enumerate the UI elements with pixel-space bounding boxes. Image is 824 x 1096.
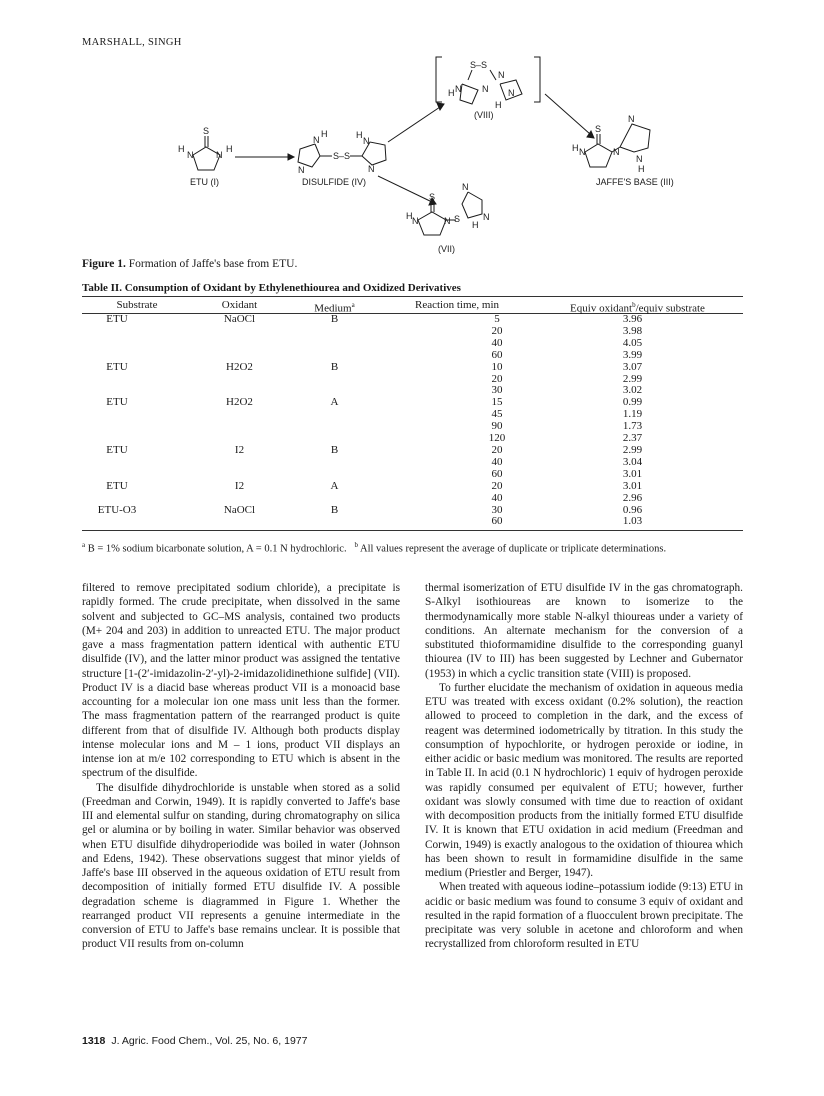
table-row <box>82 516 743 528</box>
table-row <box>82 433 743 445</box>
cell-oxidant <box>192 493 287 505</box>
svg-text:N: N <box>498 70 505 80</box>
paragraph: When treated with aqueous iodine–potassium iodide (9:13) ETU in acidic or basic medium was found to consume 3 equiv of oxidant and resulted in the rapid formation of a fluocculent brown precipitate. The precipitate was very soluble in acetone and chloroform and when recrystallized from chloroform resulted in ETU <box>425 881 743 951</box>
arrow-disulfide-to-viii <box>388 107 440 142</box>
cell-oxidant <box>192 421 287 433</box>
header-equiv: Equiv oxidant$^b$/equiv substrate <box>570 301 705 315</box>
cell-substrate <box>82 421 192 433</box>
arrow-disulfide-to-vii <box>378 176 432 202</box>
svg-text:S–S: S–S <box>333 151 351 161</box>
cell-medium <box>287 457 382 469</box>
svg-text:N: N <box>412 216 419 226</box>
table-row <box>82 338 743 350</box>
cell-reaction-time: 90 <box>491 420 503 433</box>
cell-oxidant <box>192 409 287 421</box>
journal-footer <box>82 1035 307 1047</box>
svg-text:N: N <box>508 88 515 98</box>
header-substrate: Substrate <box>116 299 158 311</box>
cell-medium <box>287 516 382 528</box>
cell-reaction-time: 20 <box>491 324 503 337</box>
svg-text:N: N <box>187 150 194 160</box>
svg-text:N: N <box>613 147 620 157</box>
cell-equiv: 3.01 <box>622 479 643 492</box>
cell-equiv: 2.99 <box>622 443 643 456</box>
cell-equiv: 1.73 <box>622 420 643 433</box>
svg-text:S: S <box>203 126 210 136</box>
cell-oxidant <box>192 469 287 481</box>
cell-equiv: 2.96 <box>622 491 643 504</box>
cell-oxidant <box>192 516 287 528</box>
body-column-right <box>425 581 743 952</box>
cell-oxidant: NaOCl <box>223 503 256 516</box>
cell-reaction-time: 120 <box>488 432 506 445</box>
svg-text:N: N <box>313 135 320 145</box>
svg-text:N: N <box>483 212 490 222</box>
cell-substrate <box>82 350 192 362</box>
table-row <box>82 481 743 493</box>
svg-text:H: H <box>638 164 645 174</box>
cell-equiv: 1.19 <box>622 408 643 421</box>
svg-text:S: S <box>429 192 436 202</box>
svg-text:S: S <box>454 214 461 224</box>
svg-text:H: H <box>226 144 233 154</box>
footnote-b: All values represent the average of duplicate or triplicate determinations. <box>360 543 667 555</box>
header-reaction-time: Reaction time, min <box>414 299 499 311</box>
figure-caption <box>82 258 297 270</box>
cell-reaction-time: 40 <box>491 491 503 504</box>
cell-medium: A <box>330 396 339 409</box>
cell-oxidant <box>192 338 287 350</box>
cell-oxidant: NaOCl <box>223 313 256 325</box>
label-etu: ETU (I) <box>190 177 219 187</box>
svg-text:N: N <box>368 164 375 174</box>
svg-text:N: N <box>363 136 370 146</box>
cell-equiv: 4.05 <box>622 336 643 349</box>
label-viii: (VIII) <box>474 110 494 120</box>
journal-citation: J. Agric. Food Chem., Vol. 25, No. 6, 1977 <box>111 1035 308 1047</box>
cell-substrate <box>82 433 192 445</box>
table-row <box>82 326 743 338</box>
cell-equiv: 3.07 <box>622 360 643 373</box>
svg-text:N: N <box>444 216 451 226</box>
paragraph: To further elucidate the mechanism of oxidation in aqueous media ETU was treated with excess oxidant (0.2% solution), the reaction allowed to proceed to completion in the dark, and the excess of reagent was determined iodometrically by titration. In this study the consumption of hypochlorite, or hydrogen peroxide or iodine, in either acidic or basic medium was monitored. The results are reported in Table II. In acid (0.1 N hydrochloric) 1 equiv of hydrogen peroxide was rapidly consumed per equivalent of ETU; however, further oxidant was slowly consumed with time due to reaction of oxidant with decomposition products from the initially formed ETU disulfide IV. It is known that ETU oxidation in acid medium (Freedman and Corwin, 1949) is exactly analogous to the oxidation of thiourea which has been shown to result in formamidine disulfide in the same medium (Priestler and Berger, 1947). <box>425 681 743 879</box>
cell-equiv: 3.98 <box>622 324 643 337</box>
cell-substrate: ETU <box>106 396 128 409</box>
table-row <box>82 374 743 386</box>
cell-equiv: 3.01 <box>622 467 643 480</box>
cell-equiv: 3.04 <box>622 455 643 468</box>
table-footnotes: $^a$ B = 1% sodium bicarbonate solution, A = 0.1 N hydrochloric. $^b$ All values represent the average of duplicate or triplicate determinations. <box>82 541 667 555</box>
cell-equiv: 3.96 <box>622 313 643 325</box>
table-header-row <box>82 297 743 313</box>
reaction-scheme-figure <box>150 52 710 257</box>
cell-reaction-time: 20 <box>491 443 503 456</box>
svg-text:H: H <box>472 220 479 230</box>
svg-text:H: H <box>495 100 502 110</box>
cell-medium <box>287 374 382 386</box>
figure-caption-label: Figure 1. <box>82 258 126 270</box>
body-column-left <box>82 581 400 952</box>
svg-text:N: N <box>628 114 635 124</box>
cell-medium <box>287 350 382 362</box>
page-number: 1318 <box>82 1035 106 1047</box>
cell-reaction-time: 5 <box>494 313 500 325</box>
svg-text:H: H <box>321 129 328 139</box>
svg-text:S: S <box>595 124 602 134</box>
cell-oxidant <box>192 374 287 386</box>
cell-substrate <box>82 385 192 397</box>
cell-substrate: ETU <box>106 443 128 456</box>
cell-oxidant <box>192 326 287 338</box>
cell-medium: A <box>330 479 339 492</box>
cell-equiv: 0.96 <box>622 503 643 516</box>
cell-reaction-time: 60 <box>491 467 503 480</box>
cell-oxidant: H2O2 <box>226 396 253 409</box>
data-table <box>82 296 743 531</box>
cell-medium <box>287 409 382 421</box>
cell-oxidant: I2 <box>234 479 245 492</box>
arrow-viii-to-jaffe <box>545 94 590 134</box>
cell-reaction-time: 45 <box>491 408 503 421</box>
cell-substrate: ETU-O3 <box>97 503 137 516</box>
svg-text:N: N <box>462 182 469 192</box>
table-row <box>82 385 743 397</box>
cell-substrate <box>82 457 192 469</box>
table-row <box>82 421 743 433</box>
svg-text:H: H <box>178 144 185 154</box>
cell-substrate <box>82 374 192 386</box>
cell-equiv: 1.03 <box>622 515 643 528</box>
cell-equiv: 0.99 <box>622 396 643 409</box>
cell-medium <box>287 421 382 433</box>
cell-substrate: ETU <box>106 479 128 492</box>
cell-equiv: 2.99 <box>622 372 643 385</box>
cell-substrate <box>82 409 192 421</box>
running-head: MARSHALL, SINGH <box>82 37 182 48</box>
cell-equiv: 3.99 <box>622 348 643 361</box>
cell-oxidant <box>192 350 287 362</box>
svg-text:N: N <box>482 84 489 94</box>
label-jaffe: JAFFE'S BASE (III) <box>596 177 674 187</box>
cell-reaction-time: 60 <box>491 515 503 528</box>
cell-substrate <box>82 338 192 350</box>
cell-reaction-time: 40 <box>491 455 503 468</box>
cell-medium: B <box>330 360 339 373</box>
cell-substrate: ETU <box>106 313 128 325</box>
footnote-a: B = 1% sodium bicarbonate solution, A = 0.1 N hydrochloric. <box>87 543 347 555</box>
cell-oxidant <box>192 457 287 469</box>
cell-oxidant: I2 <box>234 443 245 456</box>
svg-text:N: N <box>636 154 643 164</box>
svg-text:N: N <box>579 147 586 157</box>
svg-text:N: N <box>216 150 223 160</box>
table-row <box>82 409 743 421</box>
svg-text:H: H <box>448 88 455 98</box>
header-oxidant: Oxidant <box>221 299 258 311</box>
table-row <box>82 469 743 481</box>
cell-reaction-time: 30 <box>491 503 503 516</box>
cell-substrate: ETU <box>106 360 128 373</box>
svg-text:H: H <box>356 130 363 140</box>
cell-substrate <box>82 469 192 481</box>
paragraph: thermal isomerization of ETU disulfide IV in the gas chromatograph. S-Alkyl isothioureas are known to isomerize to the thermodynamically more stable N-alkyl thioureas under a variety of conditions. An alternate mechanism for the conversion of a substituted thioformamidine disulfide to the corresponding guanyl thiourea (IV to III) has been suggested by Lechner and Gubernator (1953) in which a cyclic transition state (VIII) is proposed. <box>425 582 743 680</box>
table-row <box>82 445 743 457</box>
paragraph: filtered to remove precipitated sodium chloride), a precipitate is rapidly formed. The crude precipitate, when dissolved in the same solvent and subjected to GC–MS analysis, contained two products (M+ 204 and 203) in addition to unreacted ETU. The major product gave a mass fragmentation pattern identical with authentic ETU disulfide (IV), and the latter minor product was assigned the tentative structure [1-(2′-imidazolin-2′-yl)-2-imidazolidinethione sulfide] (VII). Product IV is a diacid base whereas product VII is a monoacid base accounting for a molecular ion one mass unit less than the former. The mass fragmentation pattern of the rearranged product is quite different from that of disulfide IV. Although both products display intense molecular ions and M – 1 ions, product VII displays an intense ion at m/e 102 corresponding to ETU which is absent in the spectrum of the disulfide. <box>82 582 400 780</box>
cell-medium <box>287 469 382 481</box>
table-title: Table II. Consumption of Oxidant by Ethylenethiourea and Oxidized Derivatives <box>82 282 461 294</box>
cell-medium: B <box>330 313 339 325</box>
cell-reaction-time: 20 <box>491 479 503 492</box>
cell-reaction-time: 60 <box>491 348 503 361</box>
svg-text:S–S: S–S <box>470 60 488 70</box>
table-row <box>82 505 743 517</box>
cell-medium: B <box>330 443 339 456</box>
svg-text:N: N <box>455 84 462 94</box>
cell-equiv: 3.02 <box>622 384 643 397</box>
table-row <box>82 493 743 505</box>
label-disulfide: DISULFIDE (IV) <box>302 177 367 187</box>
cell-reaction-time: 30 <box>491 384 503 397</box>
table-row <box>82 397 743 409</box>
cell-reaction-time: 10 <box>491 360 503 373</box>
table-row <box>82 362 743 374</box>
svg-text:H: H <box>572 143 579 153</box>
svg-text:N: N <box>298 165 305 175</box>
table-body <box>82 314 743 528</box>
cell-reaction-time: 40 <box>491 336 503 349</box>
table-row <box>82 314 743 326</box>
table-row <box>82 350 743 362</box>
table-bottom-rule <box>82 530 743 531</box>
cell-oxidant: H2O2 <box>226 360 253 373</box>
cell-medium: B <box>330 503 339 516</box>
label-vii: (VII) <box>438 244 455 254</box>
cell-equiv: 2.37 <box>622 432 643 445</box>
table-row <box>82 457 743 469</box>
cell-substrate <box>82 516 192 528</box>
cell-medium <box>287 338 382 350</box>
cell-substrate <box>82 493 192 505</box>
cell-medium <box>287 493 382 505</box>
header-medium: Medium$^a$ <box>314 301 355 315</box>
cell-substrate <box>82 326 192 338</box>
svg-text:H: H <box>406 211 413 221</box>
cell-reaction-time: 20 <box>491 372 503 385</box>
cell-reaction-time: 15 <box>491 396 503 409</box>
figure-caption-text: Formation of Jaffe's base from ETU. <box>128 258 298 270</box>
paragraph: The disulfide dihydrochloride is unstable when stored as a solid (Freedman and Corwin, 1949). It is rapidly converted to Jaffe's base III and elemental sulfur on standing, during chromatography on silica gel or alumina or by boiling in water. Similar behavior was observed when ETU disulfide dihydroperiodide was boiled in water (Johnson and Edens, 1942). These observations suggest that minor yields of Jaffe's base III observed in the aqueous oxidation of ETU result from decomposition of initially formed ETU disulfide IV. A possible degradation scheme is diagrammed in Figure 1. Whether the rearranged product VII represents a genuine intermediate in the conversion of ETU to Jaffe's base remains unclear. It is possible that product VII results from on-column <box>82 781 400 951</box>
cell-medium <box>287 326 382 338</box>
